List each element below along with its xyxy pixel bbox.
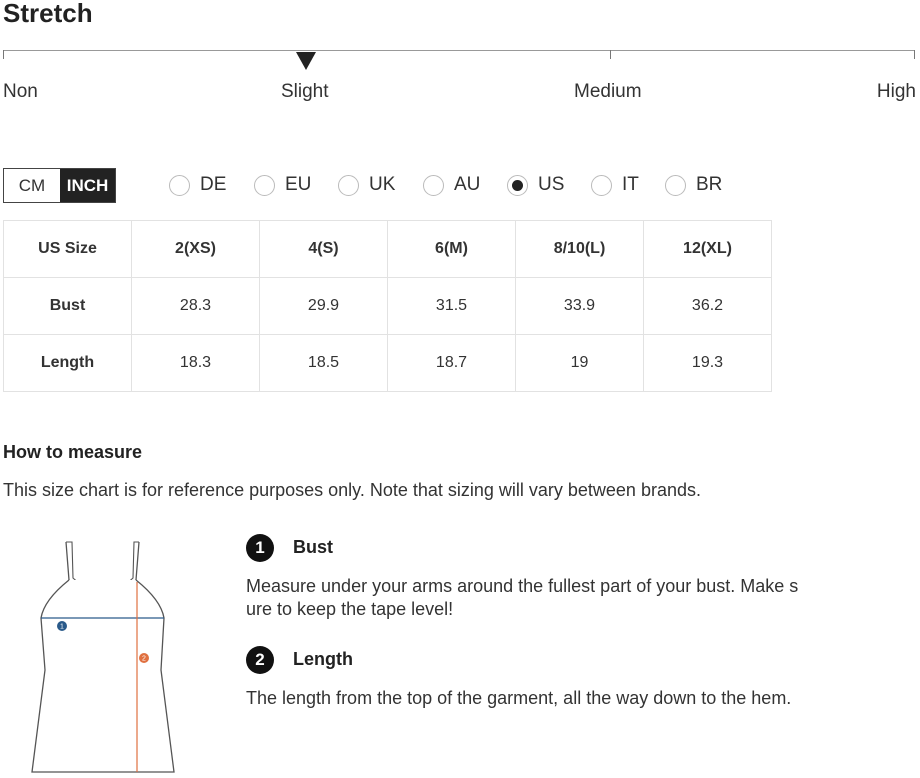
- length-marker-text: 2: [142, 655, 146, 663]
- measure-title-length: Length: [293, 649, 353, 669]
- radio-icon[interactable]: [254, 175, 275, 196]
- stretch-label-non: Non: [3, 81, 38, 102]
- table-row-header: Bust: [4, 278, 132, 335]
- table-cell: 19.3: [644, 335, 772, 392]
- stretch-tick-non: [3, 50, 4, 59]
- radio-icon[interactable]: [423, 175, 444, 196]
- table-header-cell: 4(S): [260, 221, 388, 278]
- region-option-it[interactable]: [591, 174, 639, 196]
- bust-marker-text: 1: [60, 623, 64, 631]
- table-header-cell: 2(XS): [132, 221, 260, 278]
- measure-title-bust: Bust: [293, 537, 333, 557]
- table-row: [4, 278, 772, 335]
- region-option-au[interactable]: [423, 174, 480, 196]
- region-option-us[interactable]: [507, 174, 564, 196]
- region-option-uk[interactable]: [338, 174, 395, 196]
- radio-icon[interactable]: [338, 175, 359, 196]
- stretch-title: Stretch: [3, 0, 93, 28]
- stretch-tick-high: [914, 50, 915, 59]
- stretch-pointer-icon: [296, 52, 316, 70]
- measure-desc-bust: [246, 575, 846, 621]
- stretch-label-slight: Slight: [281, 81, 329, 102]
- radio-icon[interactable]: [665, 175, 686, 196]
- table-cell: 18.3: [132, 335, 260, 392]
- region-label: UK: [369, 174, 396, 195]
- region-label: AU: [454, 174, 481, 195]
- table-cell: 28.3: [132, 278, 260, 335]
- region-option-br[interactable]: [665, 174, 722, 196]
- table-cell: 36.2: [644, 278, 772, 335]
- table-cell: 31.5: [388, 278, 516, 335]
- radio-icon[interactable]: [591, 175, 612, 196]
- size-table: [3, 220, 772, 392]
- table-header-cell: 6(M): [388, 221, 516, 278]
- region-label: EU: [285, 174, 312, 195]
- how-to-measure-title: How to measure: [3, 442, 143, 462]
- unit-inch-button[interactable]: INCH: [60, 169, 115, 202]
- region-label: IT: [622, 174, 639, 195]
- region-option-de[interactable]: [169, 174, 226, 196]
- table-cell: 19: [516, 335, 644, 392]
- unit-cm-button[interactable]: CM: [4, 169, 60, 202]
- unit-toggle: [3, 168, 116, 203]
- table-cell: 18.7: [388, 335, 516, 392]
- region-label: BR: [696, 174, 723, 195]
- stretch-label-medium: Medium: [574, 81, 642, 102]
- region-label: DE: [200, 174, 227, 195]
- radio-selected-icon[interactable]: [507, 175, 528, 196]
- stretch-tick-medium: [610, 50, 611, 59]
- table-cell: 18.5: [260, 335, 388, 392]
- measure-number-badge: 2: [246, 646, 274, 674]
- table-header-cell: US Size: [4, 221, 132, 278]
- region-label: US: [538, 174, 565, 195]
- table-header-row: [4, 221, 772, 278]
- garment-diagram-icon: [28, 540, 178, 775]
- table-cell: 29.9: [260, 278, 388, 335]
- radio-icon[interactable]: [169, 175, 190, 196]
- measure-desc-line: Measure under your arms around the fullest part of your bust. Make s: [246, 576, 799, 596]
- table-row: [4, 335, 772, 392]
- table-cell: 33.9: [516, 278, 644, 335]
- table-row-header: Length: [4, 335, 132, 392]
- measure-desc-line: The length from the top of the garment, all the way down to the hem.: [246, 688, 792, 708]
- table-header-cell: 12(XL): [644, 221, 772, 278]
- measure-desc-line: ure to keep the tape level!: [246, 599, 454, 619]
- measure-desc-length: [246, 687, 846, 710]
- how-to-measure-note: This size chart is for reference purposes only. Note that sizing will vary between brands.: [3, 480, 701, 500]
- table-header-cell: 8/10(L): [516, 221, 644, 278]
- measure-number-badge: 1: [246, 534, 274, 562]
- region-option-eu[interactable]: [254, 174, 311, 196]
- stretch-label-high: High: [876, 81, 916, 102]
- stretch-scale-line: [3, 50, 915, 51]
